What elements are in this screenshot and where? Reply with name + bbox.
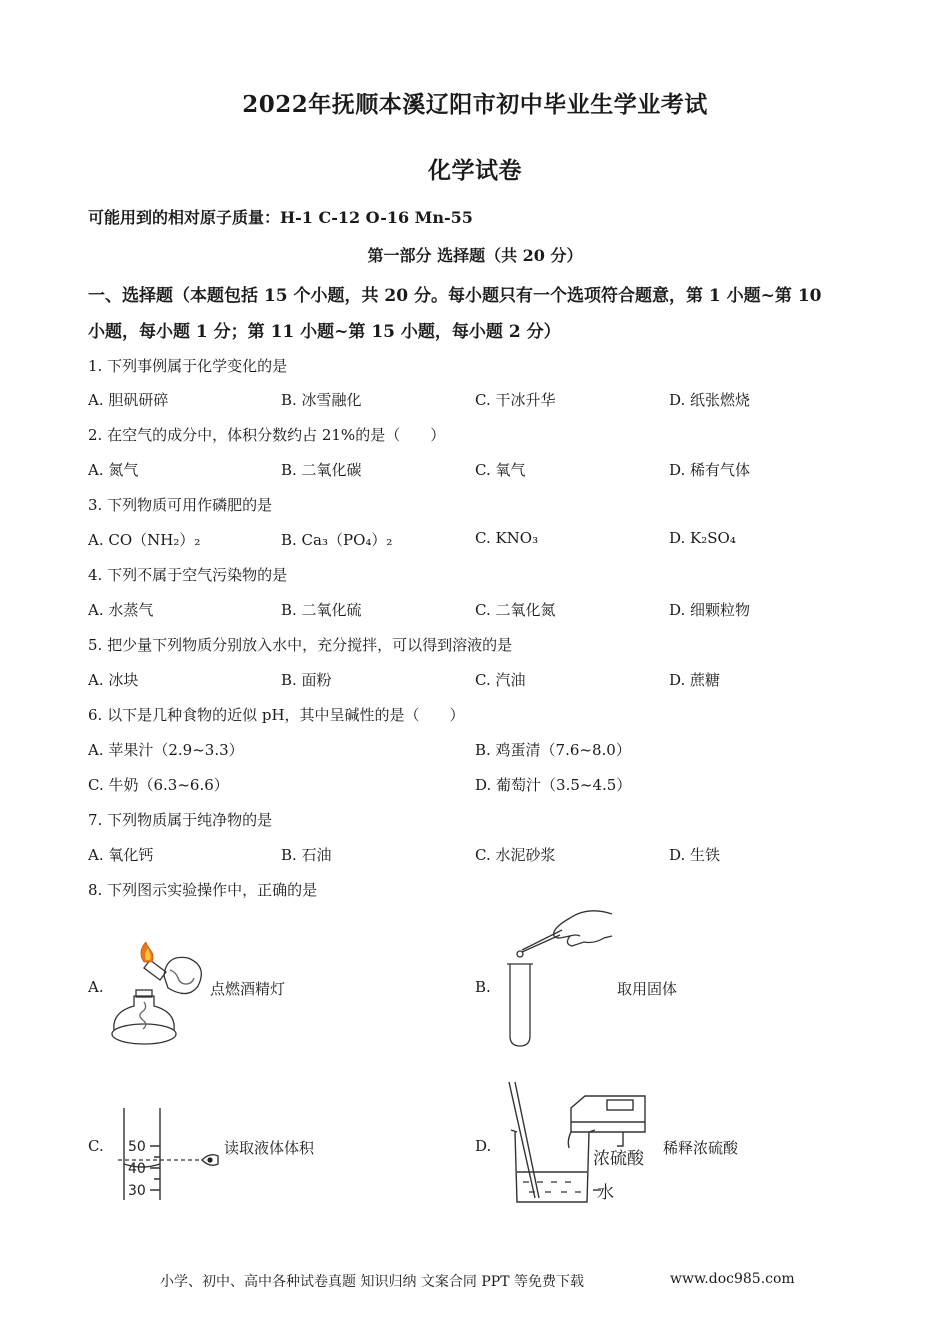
question-7-option-b: B. 石油 <box>281 846 332 864</box>
water-label: 水 <box>597 1183 614 1203</box>
question-8-option-d-letter: D. <box>475 1137 492 1155</box>
question-4-option-a: A. 水蒸气 <box>88 601 154 619</box>
atomic-mass-line: 可能用到的相对原子质量：H-1 C-12 O-16 Mn-55 <box>88 208 473 227</box>
question-2-option-a: A. 氮气 <box>88 461 139 479</box>
question-6-option-d: D. 葡萄汁（3.5~4.5） <box>475 776 632 794</box>
question-3-option-c: C. KNO₃ <box>475 529 539 547</box>
question-3-option-a: A. CO（NH₂）₂ <box>88 531 201 549</box>
question-8-option-a-letter: A. <box>88 978 104 996</box>
question-6-option-b: B. 鸡蛋清（7.6~8.0） <box>475 741 631 759</box>
question-7-stem: 7. 下列物质属于纯净物的是 <box>88 811 273 829</box>
question-1-option-c: C. 干冰升华 <box>475 391 556 409</box>
question-5-option-c: C. 汽油 <box>475 671 526 689</box>
question-6-option-c: C. 牛奶（6.3~6.6） <box>88 776 229 794</box>
question-5-option-d: D. 蔗糖 <box>669 671 721 689</box>
question-6-stem: 6. 以下是几种食物的近似 pH，其中呈碱性的是（ ） <box>88 706 465 724</box>
scale-label-50: 50 <box>128 1139 146 1155</box>
test-tube-tongs-illustration <box>500 908 615 1048</box>
question-4-option-b: B. 二氧化硫 <box>281 601 362 619</box>
question-4-option-c: C. 二氧化氮 <box>475 601 556 619</box>
sulfuric-acid-label: 浓硫酸 <box>593 1149 644 1169</box>
question-3-option-b: B. Ca₃（PO₄）₂ <box>281 531 393 549</box>
question-5-option-a: A. 冰块 <box>88 671 139 689</box>
question-6-option-a: A. 苹果汁（2.9~3.3） <box>88 741 244 759</box>
question-7-option-a: A. 氧化钙 <box>88 846 154 864</box>
section-instructions-line2: 小题，每小题 1 分；第 11 小题~第 15 小题，每小题 2 分） <box>88 322 561 342</box>
question-8-option-d-caption: 稀释浓硫酸 <box>663 1139 739 1157</box>
question-5-stem: 5. 把少量下列物质分别放入水中，充分搅拌，可以得到溶液的是 <box>88 636 513 654</box>
exam-subtitle: 化学试卷 <box>428 157 522 184</box>
question-8-option-b-caption: 取用固体 <box>617 980 678 998</box>
question-8-option-c-letter: C. <box>88 1137 104 1155</box>
footer-url[interactable]: www.doc985.com <box>670 1271 795 1287</box>
question-1-stem: 1. 下列事例属于化学变化的是 <box>88 357 288 375</box>
section-instructions-line1: 一、选择题（本题包括 15 个小题，共 20 分。每小题只有一个选项符合题意，第 1 小题~第 10 <box>88 286 822 306</box>
question-8-option-a-caption: 点燃酒精灯 <box>210 980 286 998</box>
question-1-option-a: A. 胆矾研碎 <box>88 391 169 409</box>
eye-icon <box>202 1155 218 1166</box>
graduated-cylinder-illustration <box>114 1106 224 1202</box>
question-5-option-b: B. 面粉 <box>281 671 332 689</box>
question-2-option-b: B. 二氧化碳 <box>281 461 362 479</box>
question-4-option-d: D. 细颗粒物 <box>669 601 751 619</box>
question-2-option-d: D. 稀有气体 <box>669 461 751 479</box>
question-7-option-d: D. 生铁 <box>669 846 721 864</box>
question-1-option-b: B. 冰雪融化 <box>281 391 362 409</box>
question-8-option-b-letter: B. <box>475 978 491 996</box>
question-2-option-c: C. 氧气 <box>475 461 526 479</box>
question-2-stem: 2. 在空气的成分中，体积分数约占 21%的是（ ） <box>88 426 446 444</box>
question-4-stem: 4. 下列不属于空气污染物的是 <box>88 566 288 584</box>
beaker-dilution-illustration <box>505 1078 660 1206</box>
question-3-stem: 3. 下列物质可用作磷肥的是 <box>88 496 273 514</box>
exam-title: 2022年抚顺本溪辽阳市初中毕业生学业考试 <box>242 91 708 118</box>
alcohol-lamp-illustration <box>104 942 212 1054</box>
question-3-option-d: D. K₂SO₄ <box>669 529 736 547</box>
question-7-option-c: C. 水泥砂浆 <box>475 846 556 864</box>
question-8-option-c-caption: 读取液体体积 <box>224 1139 315 1157</box>
scale-label-30: 30 <box>128 1183 146 1199</box>
part-heading: 第一部分 选择题（共 20 分） <box>367 246 583 265</box>
scale-label-40: 40 <box>128 1161 146 1177</box>
question-8-stem: 8. 下列图示实验操作中，正确的是 <box>88 881 318 899</box>
footer-text: 小学、初中、高中各种试卷真题 知识归纳 文案合同 PPT 等免费下载 <box>160 1274 584 1290</box>
question-1-option-d: D. 纸张燃烧 <box>669 391 751 409</box>
